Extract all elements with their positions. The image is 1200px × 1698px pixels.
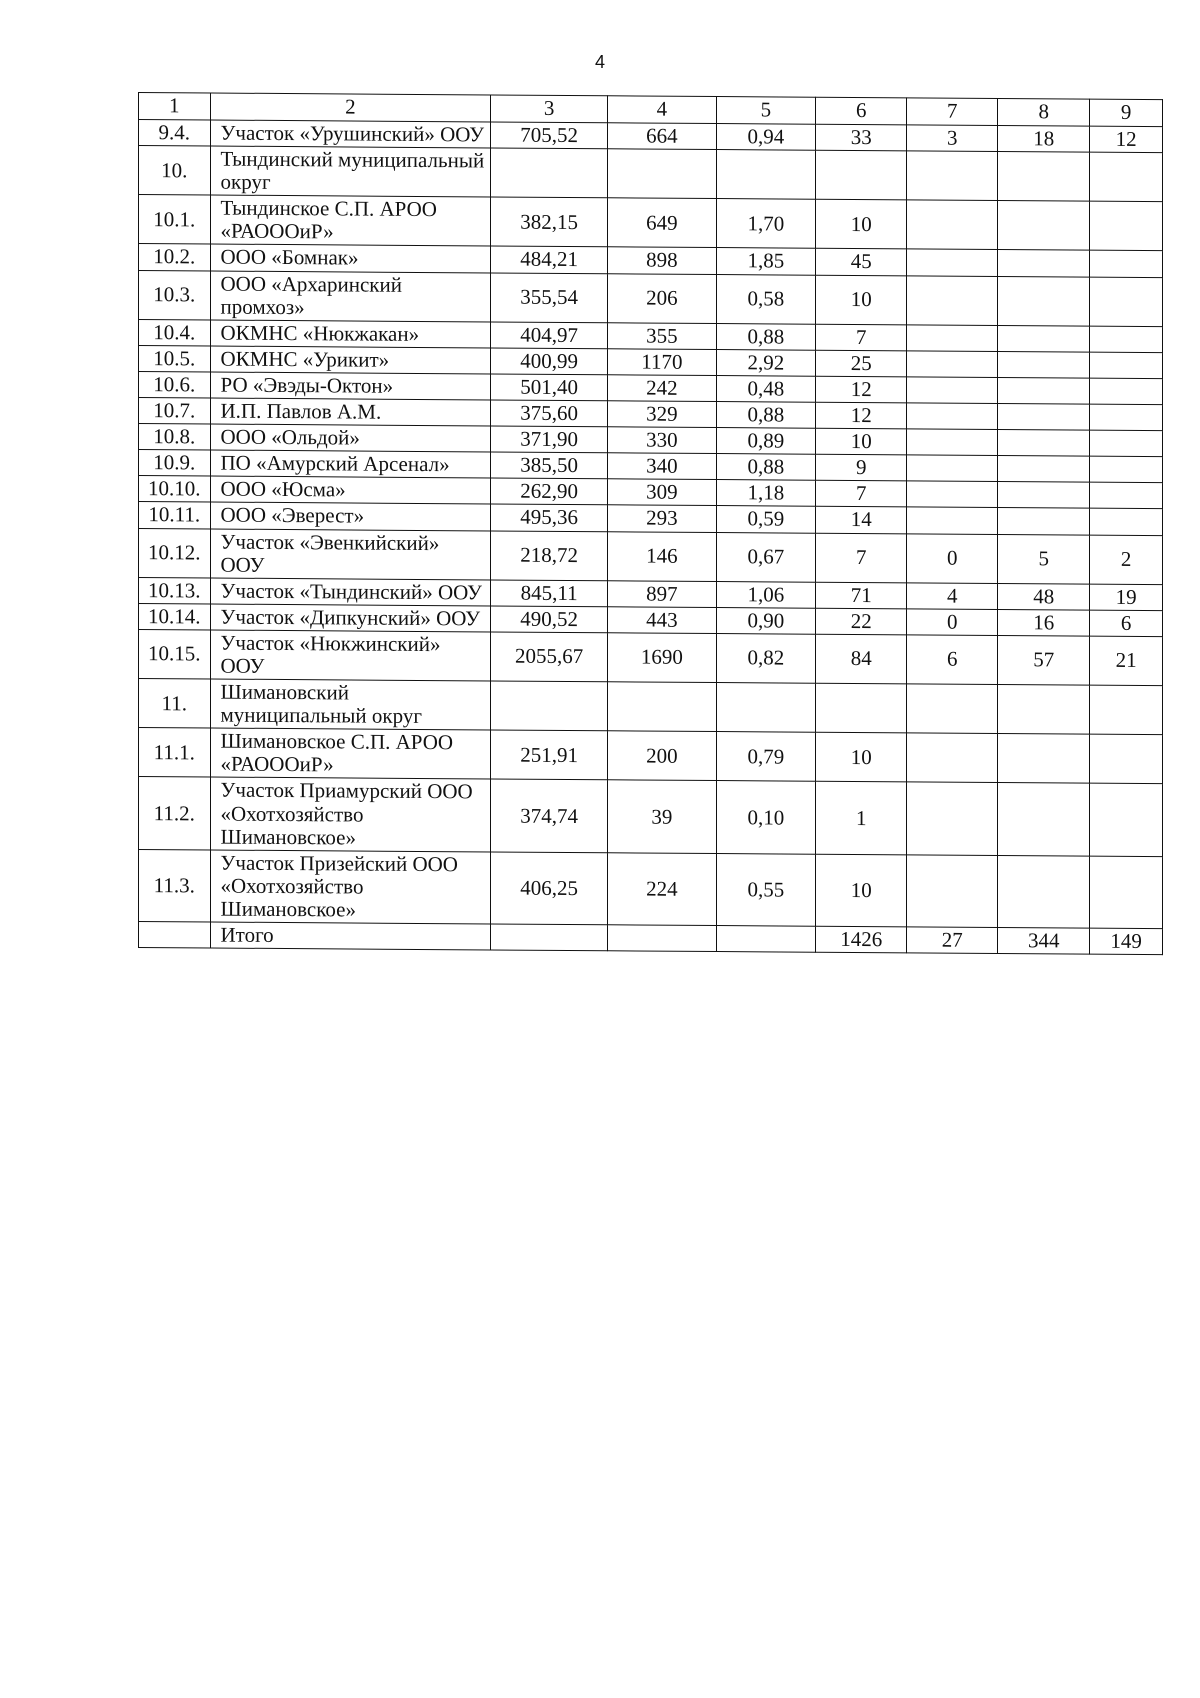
organization-name-cell: Участок «Эвенкийский» ООУ <box>210 529 491 580</box>
col4-cell: 897 <box>608 580 716 607</box>
col5-cell: 0,88 <box>716 402 816 429</box>
col9-cell: 21 <box>1090 636 1163 686</box>
col7-cell: 0 <box>907 609 998 636</box>
row-number-cell: 10.8. <box>139 424 211 451</box>
organization-name-cell: ООО «Ольдой» <box>210 424 491 452</box>
col8-cell <box>998 508 1090 535</box>
col3-cell: 218,72 <box>491 530 608 580</box>
col5-cell: 0,59 <box>716 506 816 533</box>
row-number-cell: 10.11. <box>139 502 211 529</box>
col6-cell: 25 <box>816 350 907 377</box>
col9-cell <box>1090 277 1163 327</box>
col8-cell <box>998 685 1090 735</box>
col4-cell: 200 <box>608 731 716 781</box>
col8-cell: 16 <box>998 609 1090 636</box>
column-header: 6 <box>816 97 907 125</box>
row-number-cell <box>139 922 211 949</box>
organization-name-cell: Итого <box>210 922 491 950</box>
col5-cell: 0,90 <box>716 607 816 634</box>
col9-cell <box>1090 352 1163 379</box>
organization-name-cell: ОКМНС «Урикит» <box>210 346 491 374</box>
col6-cell: 45 <box>816 249 907 276</box>
organization-name-cell: Участок «Тындинский» ООУ <box>210 578 491 606</box>
table-row <box>139 270 1163 326</box>
col7-cell: 3 <box>907 125 998 152</box>
col3-cell <box>491 924 608 951</box>
col8-cell <box>998 783 1090 856</box>
col3-cell: 262,90 <box>491 478 608 505</box>
col7-cell <box>907 507 998 534</box>
col5-cell: 0,48 <box>716 375 816 402</box>
row-number-cell: 10.6. <box>139 371 211 398</box>
col7-cell: 0 <box>907 533 998 583</box>
col4-cell: 206 <box>608 273 716 323</box>
organization-name-cell: И.П. Павлов А.М. <box>210 398 491 426</box>
col6-cell: 12 <box>816 402 907 429</box>
col3-cell: 845,11 <box>491 580 608 607</box>
col4-cell: 330 <box>608 427 716 454</box>
col4-cell: 898 <box>608 247 716 274</box>
col3-cell: 495,36 <box>491 504 608 531</box>
col8-cell: 57 <box>998 635 1090 685</box>
col8-cell: 5 <box>998 534 1090 584</box>
col7-cell <box>907 325 998 352</box>
col6-cell: 1426 <box>816 926 907 953</box>
col3-cell: 251,91 <box>491 730 608 780</box>
col3-cell: 490,52 <box>491 606 608 633</box>
col8-cell <box>998 430 1090 457</box>
row-number-cell: 9.4. <box>139 120 211 147</box>
table-row <box>139 849 1163 928</box>
col9-cell <box>1090 734 1163 784</box>
col5-cell <box>716 150 816 200</box>
col9-cell <box>1090 326 1163 353</box>
col6-cell: 22 <box>816 608 907 635</box>
col4-cell: 649 <box>608 198 716 248</box>
col9-cell <box>1090 482 1163 509</box>
col8-cell <box>998 482 1090 509</box>
col6-cell: 14 <box>816 507 907 534</box>
col6-cell: 12 <box>816 376 907 403</box>
row-number-cell: 10.14. <box>139 603 211 630</box>
col5-cell: 0,55 <box>716 853 816 926</box>
col8-cell: 48 <box>998 583 1090 610</box>
col6-cell: 1 <box>816 782 907 855</box>
col7-cell <box>907 782 998 855</box>
col6-cell: 71 <box>816 582 907 609</box>
col8-cell <box>998 250 1090 277</box>
col6-cell: 7 <box>816 533 907 583</box>
col8-cell <box>998 152 1090 202</box>
col3-cell: 2055,67 <box>491 632 608 682</box>
col7-cell <box>907 429 998 456</box>
col4-cell: 39 <box>608 780 716 853</box>
col3-cell: 484,21 <box>491 246 608 273</box>
data-table <box>138 92 1163 955</box>
organization-name-cell: Участок «Дипкунский» ООУ <box>210 604 491 632</box>
row-number-cell: 11. <box>139 679 211 729</box>
organization-name-cell: ООО «Юсма» <box>210 476 491 504</box>
col5-cell: 0,67 <box>716 532 816 582</box>
table-body <box>139 120 1163 955</box>
col3-cell: 501,40 <box>491 374 608 401</box>
row-number-cell: 10.2. <box>139 244 211 271</box>
table-row <box>139 146 1163 202</box>
col4-cell: 329 <box>608 401 716 428</box>
col3-cell: 406,25 <box>491 852 608 925</box>
row-number-cell: 10.10. <box>139 476 211 503</box>
col5-cell: 0,82 <box>716 633 816 683</box>
col9-cell <box>1090 856 1163 929</box>
col5-cell: 1,06 <box>716 581 816 608</box>
col3-cell: 705,52 <box>491 122 608 149</box>
column-header: 5 <box>716 97 816 125</box>
organization-name-cell: ПО «Амурский Арсенал» <box>210 450 491 478</box>
column-header: 9 <box>1090 99 1163 127</box>
table-row <box>139 195 1163 251</box>
col9-cell <box>1090 509 1163 536</box>
col5-cell: 2,92 <box>716 349 816 376</box>
col4-cell: 309 <box>608 479 716 506</box>
organization-name-cell: Участок «Урушинский» ООУ <box>210 120 491 148</box>
col9-cell: 19 <box>1090 584 1163 611</box>
col5-cell <box>716 926 816 953</box>
col8-cell <box>998 855 1090 928</box>
col8-cell: 18 <box>998 126 1090 153</box>
col9-cell <box>1090 201 1163 251</box>
column-header: 2 <box>210 93 491 122</box>
col9-cell <box>1090 685 1163 735</box>
table-row <box>139 777 1163 856</box>
col7-cell: 27 <box>907 927 998 954</box>
row-number-cell: 10. <box>139 146 211 196</box>
col6-cell: 10 <box>816 275 907 325</box>
col3-cell: 374,74 <box>491 779 608 852</box>
column-header: 4 <box>608 96 716 124</box>
col9-cell <box>1090 456 1163 483</box>
col8-cell <box>998 404 1090 431</box>
organization-name-cell: Участок Приамурский ООО «Охотхозяйство Шимановское» <box>210 777 491 851</box>
col6-cell: 10 <box>816 428 907 455</box>
col6-cell: 7 <box>816 481 907 508</box>
col4-cell: 443 <box>608 607 716 634</box>
organization-name-cell: Участок «Нюкжинский» ООУ <box>210 630 491 681</box>
col4-cell <box>608 149 716 199</box>
row-number-cell: 11.3. <box>139 849 211 922</box>
row-number-cell: 10.7. <box>139 398 211 425</box>
organization-name-cell: Тындинское С.П. АРОО «РАОООиР» <box>210 195 491 246</box>
column-header: 1 <box>139 93 211 120</box>
col3-cell: 382,15 <box>491 197 608 247</box>
row-number-cell: 10.4. <box>139 319 211 346</box>
col8-cell <box>998 276 1090 326</box>
col9-cell <box>1090 251 1163 278</box>
row-number-cell: 10.3. <box>139 270 211 320</box>
row-number-cell: 10.9. <box>139 450 211 477</box>
col9-cell <box>1090 784 1163 857</box>
col5-cell: 0,58 <box>716 274 816 324</box>
col6-cell: 10 <box>816 200 907 250</box>
col4-cell: 293 <box>608 505 716 532</box>
col9-cell: 149 <box>1090 928 1163 955</box>
col8-cell <box>998 377 1090 404</box>
col9-cell: 12 <box>1090 126 1163 153</box>
col8-cell: 344 <box>998 928 1090 955</box>
organization-name-cell: ООО «Бомнак» <box>210 244 491 272</box>
col4-cell: 1690 <box>608 633 716 683</box>
col9-cell <box>1090 404 1163 431</box>
col7-cell <box>907 733 998 783</box>
col7-cell <box>907 249 998 276</box>
col4-cell: 146 <box>608 531 716 581</box>
col3-cell: 400,99 <box>491 348 608 375</box>
col4-cell <box>608 925 716 952</box>
organization-name-cell: ООО «Эверест» <box>210 502 491 530</box>
col3-cell <box>491 681 608 731</box>
col6-cell <box>816 683 907 733</box>
col7-cell <box>907 403 998 430</box>
col7-cell <box>907 275 998 325</box>
col5-cell: 0,94 <box>716 124 816 151</box>
col8-cell <box>998 351 1090 378</box>
col9-cell <box>1090 378 1163 405</box>
col4-cell: 242 <box>608 375 716 402</box>
col5-cell <box>716 683 816 733</box>
row-number-cell: 10.1. <box>139 195 211 245</box>
col6-cell: 7 <box>816 324 907 351</box>
col5-cell: 1,85 <box>716 248 816 275</box>
col3-cell: 404,97 <box>491 322 608 349</box>
col3-cell: 355,54 <box>491 273 608 323</box>
col3-cell: 375,60 <box>491 400 608 427</box>
col6-cell: 84 <box>816 634 907 684</box>
col5-cell: 0,79 <box>716 732 816 782</box>
col7-cell: 4 <box>907 583 998 610</box>
col9-cell: 2 <box>1090 535 1163 585</box>
row-number-cell: 10.13. <box>139 577 211 604</box>
col6-cell: 9 <box>816 454 907 481</box>
column-header: 3 <box>491 95 608 123</box>
table-row <box>139 728 1163 784</box>
col8-cell <box>998 456 1090 483</box>
row-number-cell: 10.5. <box>139 345 211 372</box>
organization-name-cell: РО «Эвэды-Октон» <box>210 372 491 400</box>
col8-cell <box>998 201 1090 251</box>
organization-name-cell: ОКМНС «Нюкжакан» <box>210 320 491 348</box>
col5-cell: 0,89 <box>716 428 816 455</box>
page-number: 4 <box>594 52 605 72</box>
col5-cell: 0,88 <box>716 454 816 481</box>
col7-cell: 6 <box>907 635 998 685</box>
col6-cell <box>816 150 907 200</box>
organization-name-cell: Тындинский муниципальный округ <box>210 146 491 197</box>
table-row <box>139 528 1163 584</box>
col4-cell: 1170 <box>608 349 716 376</box>
column-header: 7 <box>907 98 998 126</box>
col9-cell <box>1090 430 1163 457</box>
col4-cell: 664 <box>608 123 716 150</box>
table-row <box>139 679 1163 735</box>
col7-cell <box>907 351 998 378</box>
col3-cell <box>491 148 608 198</box>
organization-name-cell: Шимановский муниципальный округ <box>210 679 491 730</box>
col7-cell <box>907 377 998 404</box>
organization-name-cell: Шимановское С.П. АРОО «РАОООиР» <box>210 728 491 779</box>
col5-cell: 0,88 <box>716 323 816 350</box>
col4-cell: 355 <box>608 323 716 350</box>
col6-cell: 10 <box>816 854 907 927</box>
col3-cell: 371,90 <box>491 426 608 453</box>
column-header: 8 <box>998 99 1090 127</box>
col4-cell: 224 <box>608 852 716 925</box>
col6-cell: 33 <box>816 124 907 151</box>
col9-cell: 6 <box>1090 610 1163 637</box>
col5-cell: 1,70 <box>716 199 816 249</box>
col5-cell: 1,18 <box>716 480 816 507</box>
col7-cell <box>907 200 998 250</box>
col4-cell: 340 <box>608 453 716 480</box>
row-number-cell: 11.1. <box>139 728 211 778</box>
col7-cell <box>907 151 998 201</box>
col8-cell <box>998 734 1090 784</box>
row-number-cell: 10.15. <box>139 629 211 679</box>
organization-name-cell: ООО «Архаринский промхоз» <box>210 271 491 322</box>
col7-cell <box>907 455 998 482</box>
col5-cell: 0,10 <box>716 781 816 854</box>
col7-cell <box>907 855 998 928</box>
col3-cell: 385,50 <box>491 452 608 479</box>
row-number-cell: 10.12. <box>139 528 211 578</box>
col7-cell <box>907 684 998 734</box>
table-row <box>139 629 1163 685</box>
col9-cell <box>1090 152 1163 202</box>
col4-cell <box>608 682 716 732</box>
row-number-cell: 11.2. <box>139 777 211 850</box>
col6-cell: 10 <box>816 732 907 782</box>
organization-name-cell: Участок Призейский ООО «Охотхозяйство Шимановское» <box>210 850 491 924</box>
col8-cell <box>998 325 1090 352</box>
col7-cell <box>907 481 998 508</box>
